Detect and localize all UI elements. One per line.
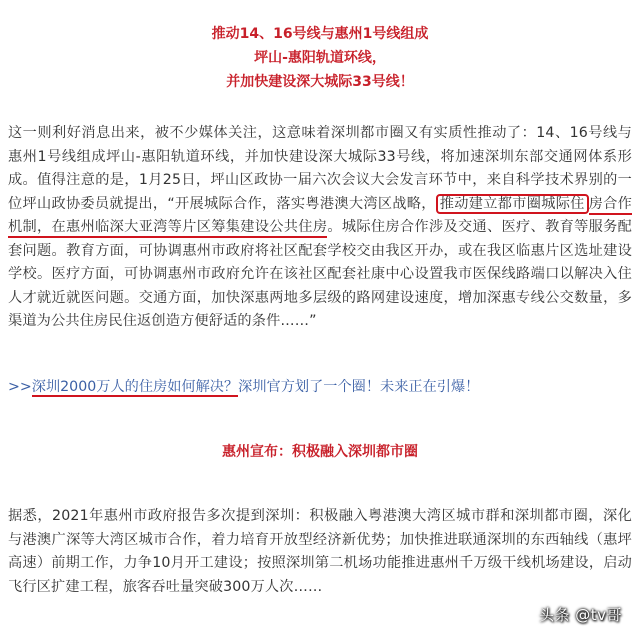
paragraph-1-body-text: 。城际住房合作涉及交通、医疗、教育等服务配套问题。教育方面，可协调惠州市政府将社区配套学校交由我区开办，或在我区临惠片区选址建设学校。医疗方面，可协调惠州市政府允许在该社区配套社康中心设置我市医保线路端口以解决入住人才就近就医问题。交通方面，加快深惠两地多层级的路网建设速度，增加深惠专线公交数量，多渠道为公共住房民住返创造方便舒适的条件……” — [8, 219, 632, 329]
underlined-highlight: 房合作机制，在惠州临深大亚湾等片区筹集建设公共住房 — [8, 196, 632, 239]
article-paragraph-2: 据悉，2021年惠州市政府报告多次提到深圳：积极融入粤港澳大湾区城市群和深圳都市圈，深化与港澳广深等大湾区城市合作，着力培育开放型经济新优势；加快推进联通深圳的东西轴线（惠坪高速）前期工作，力争10月开工建设；按照深圳第二机场功能推进惠州千万级干线机场建设，启动飞行区扩建工程，旅客吞吐量突破300万人次…… — [8, 508, 632, 595]
headline-line-2: 坪山-惠阳轨道环线， — [254, 50, 386, 66]
headline-line-3: 并加快建设深大城际33号线！ — [226, 74, 414, 90]
source-watermark: 头条 @tv哥 — [538, 606, 622, 624]
related-article-link-suffix[interactable]: 深圳官方划了一个圈！未来正在引爆！ — [238, 379, 480, 395]
headline-line-1: 推动14、16号线与惠州1号线组成 — [211, 26, 429, 42]
link-prefix: >> — [8, 379, 32, 395]
article-paragraph-1 — [8, 122, 632, 334]
related-article-line — [8, 376, 632, 398]
section-title: 惠州宣布：积极融入深圳都市圈 — [222, 444, 418, 460]
related-article-link[interactable]: 深圳2000万人的住房如何解决？ — [31, 379, 239, 395]
boxed-highlight: 推动建立都市圈城际住 — [436, 194, 589, 214]
paragraph-1-intro-text: 这一则利好消息出来，被不少媒体关注，这意味着深圳都市圈又有实质性推动了：14、16号线与惠州1号线组成坪山-惠阳轨道环线，并加快建设深大城际33号线，将加速深圳东部交通网体系形成。值得注意的是，1月25日，坪山区政协一届六次会议大会发言环节中，来自科学技术界别的一位坪山政协委员就提出，“开展城际合作，落实粤港澳大湾区战略， — [8, 125, 632, 212]
